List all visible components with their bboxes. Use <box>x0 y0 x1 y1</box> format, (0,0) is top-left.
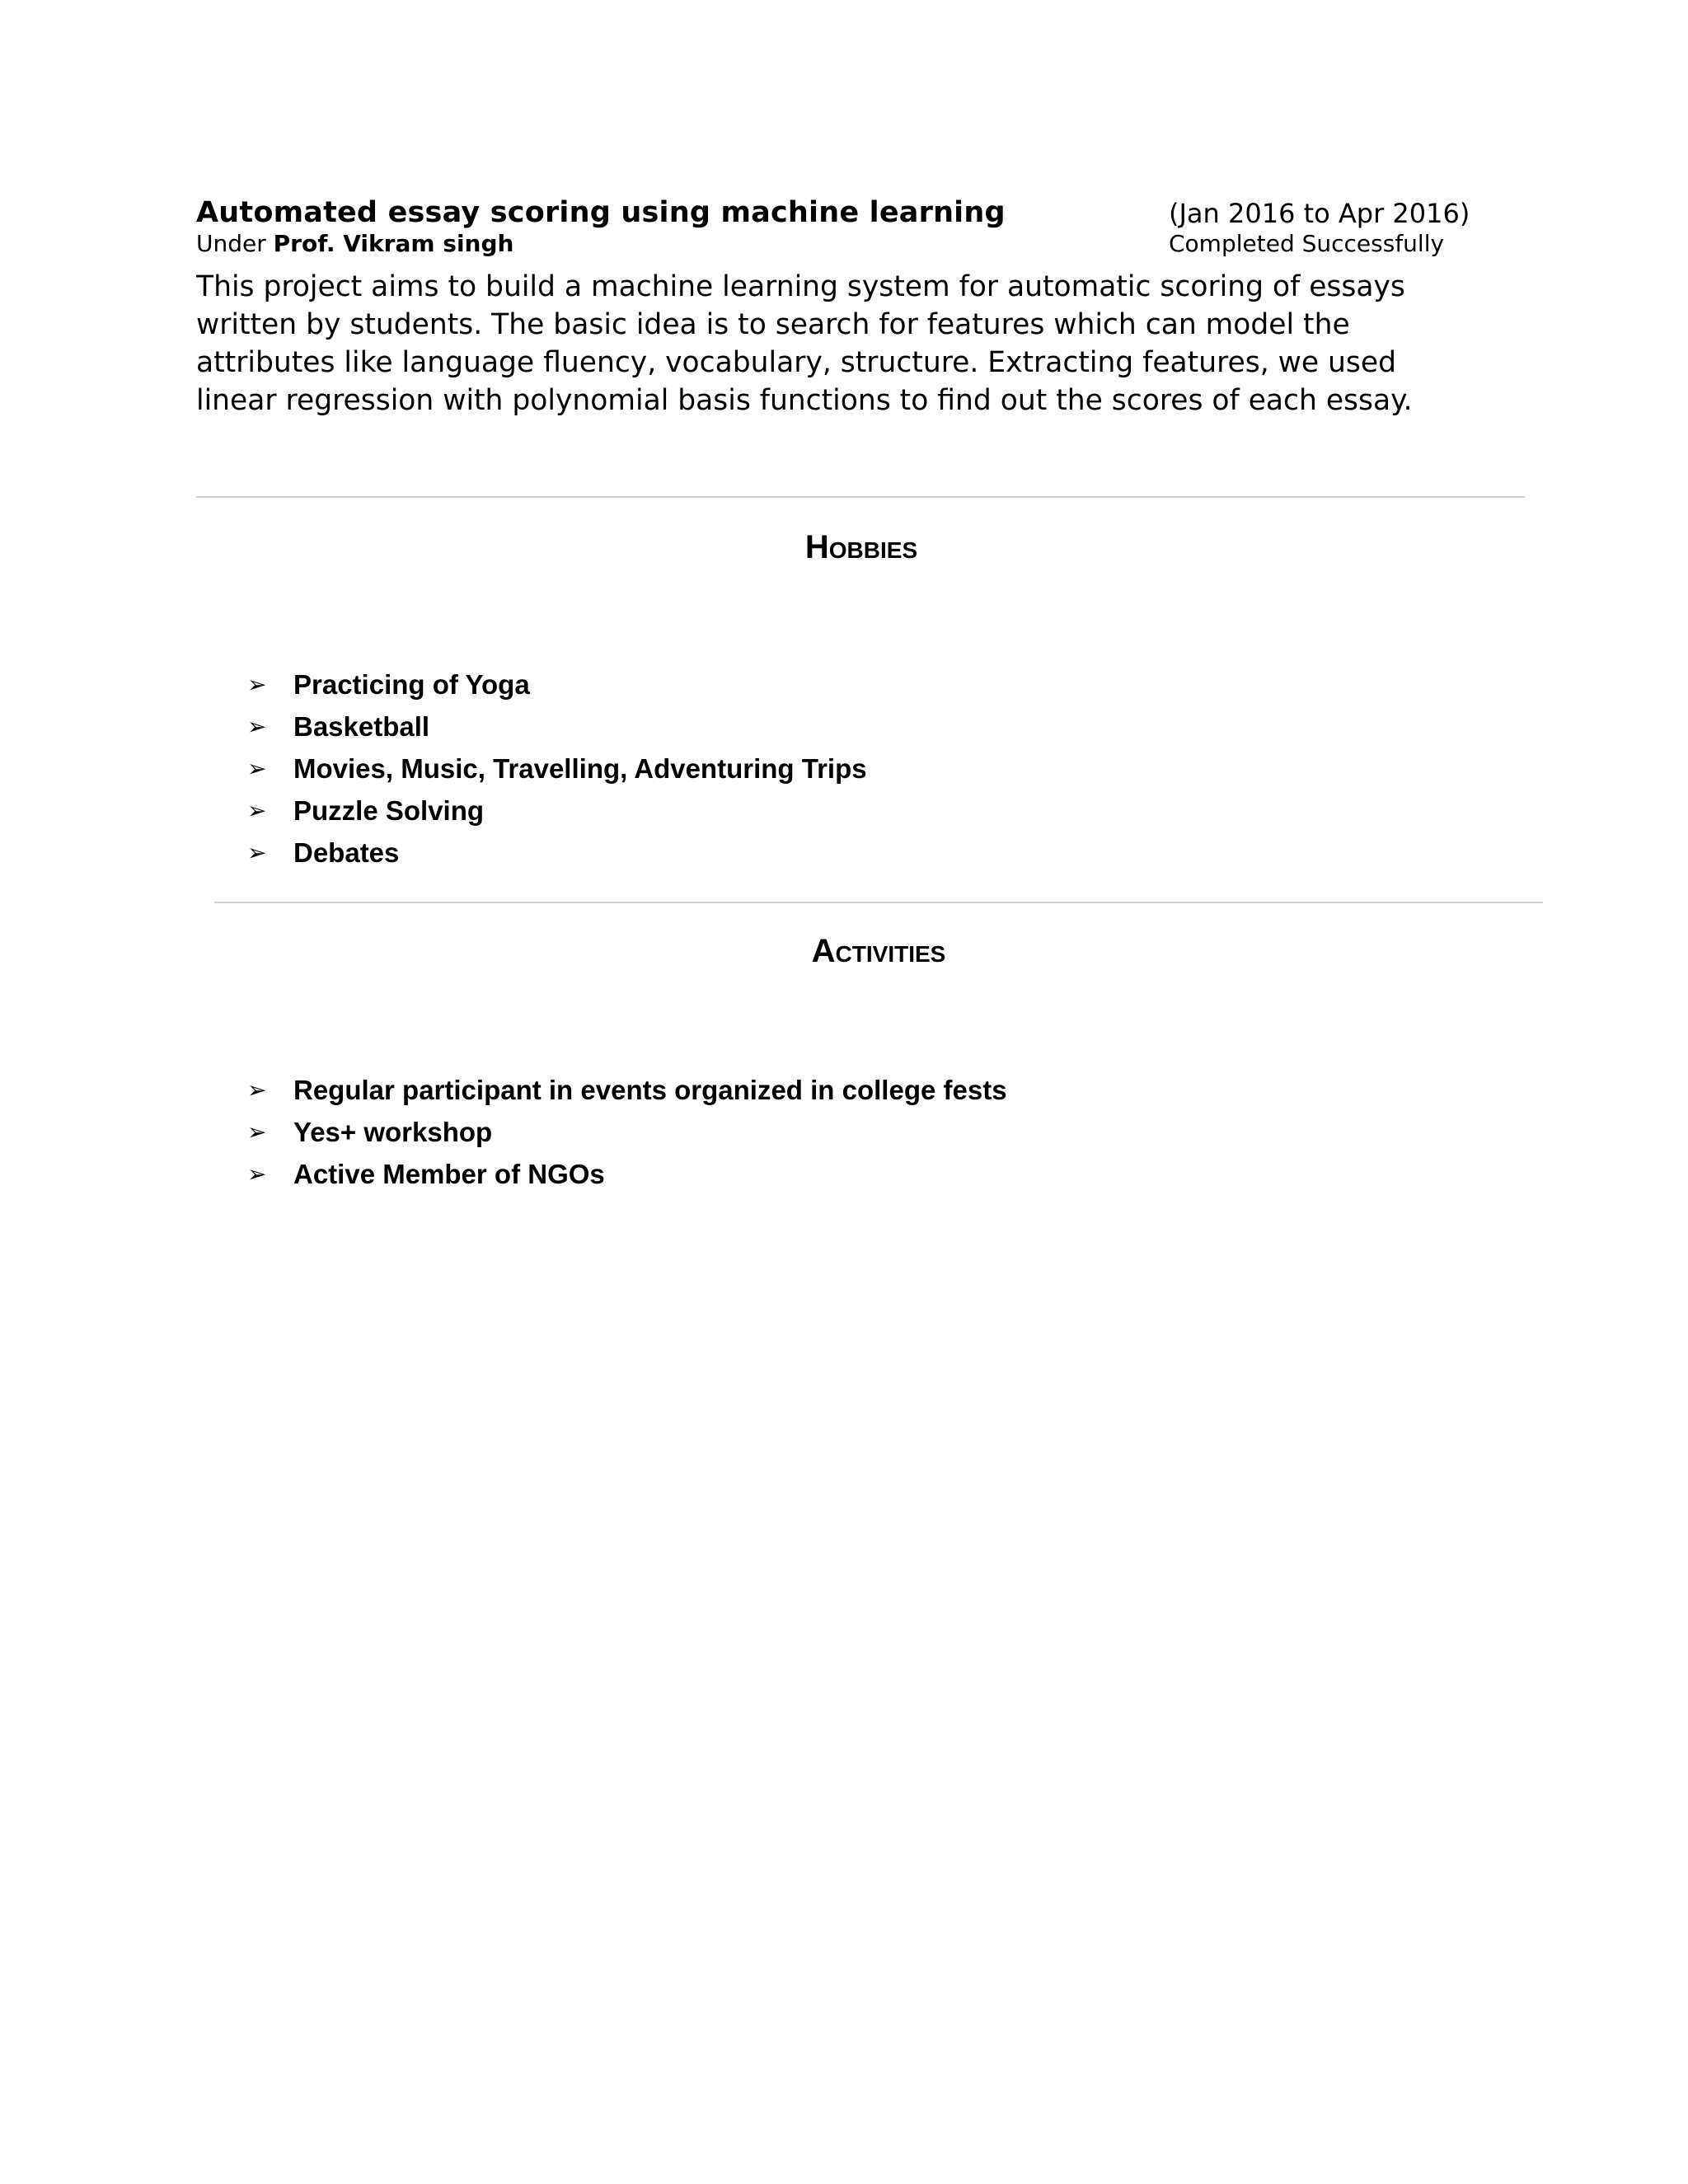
arrow-bullet-icon: ➢ <box>247 1118 267 1146</box>
project-title: Automated essay scoring using machine learning <box>196 196 1006 229</box>
list-item <box>247 1153 1007 1195</box>
arrow-bullet-icon: ➢ <box>247 839 267 866</box>
list-item <box>247 705 867 748</box>
hobby-label: Puzzle Solving <box>293 794 485 826</box>
activities-list <box>247 1069 1007 1195</box>
supervisor-name: Prof. Vikram singh <box>273 230 514 257</box>
hobby-label: Movies, Music, Travelling, Adventuring Trips <box>293 752 867 784</box>
activity-label: Active Member of NGOs <box>293 1158 605 1189</box>
project-dates: (Jan 2016 to Apr 2016) <box>1169 198 1470 229</box>
hobby-label: Basketball <box>293 710 430 742</box>
arrow-bullet-icon: ➢ <box>247 797 267 824</box>
hobbies-heading: Hobbies <box>804 529 918 565</box>
list-item <box>247 748 867 790</box>
project-status: Completed Successfully <box>1169 230 1445 257</box>
activities-heading: Activities <box>811 933 946 969</box>
section-divider <box>214 902 1543 903</box>
hobby-label: Debates <box>293 837 400 868</box>
arrow-bullet-icon: ➢ <box>247 1076 267 1104</box>
arrow-bullet-icon: ➢ <box>247 1160 267 1188</box>
list-item <box>247 1111 1007 1153</box>
arrow-bullet-icon: ➢ <box>247 755 267 782</box>
project-description: This project aims to build a machine learning system for automatic scoring of essays written by students. The basic idea is to search for features which can model the attributes like language fluency, vocabulary, structure. Extracting features, we used linear regression with polynomial basis functions to find out the scores of each essay. <box>196 270 1413 417</box>
list-item <box>247 832 867 874</box>
supervisor-prefix: Under <box>196 230 274 257</box>
section-divider <box>196 496 1525 498</box>
list-item <box>247 663 867 705</box>
arrow-bullet-icon: ➢ <box>247 671 267 698</box>
activity-label: Regular participant in events organized in college fests <box>293 1074 1007 1105</box>
supervisor-line <box>196 230 513 257</box>
list-item <box>247 1069 1007 1111</box>
list-item <box>247 790 867 832</box>
arrow-bullet-icon: ➢ <box>247 713 267 740</box>
activity-label: Yes+ workshop <box>293 1116 493 1147</box>
hobbies-list <box>247 663 867 874</box>
hobby-label: Practicing of Yoga <box>293 668 530 700</box>
